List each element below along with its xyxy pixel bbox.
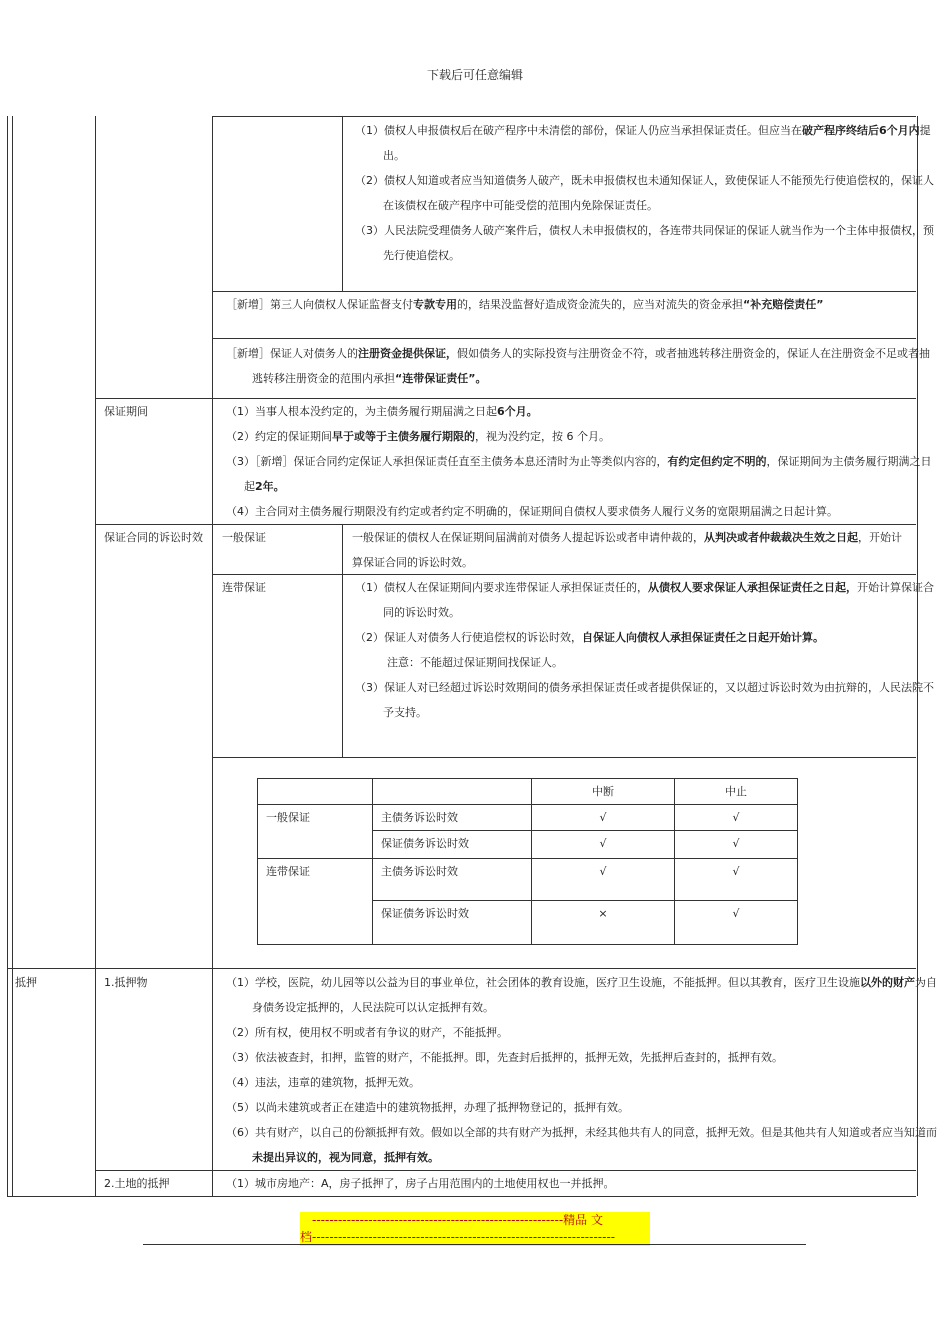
grid-line	[212, 116, 916, 117]
row-guarantee-debt: 保证债务诉讼时效	[373, 901, 532, 945]
cell-value: √	[675, 901, 798, 945]
grid-line	[95, 116, 96, 1196]
joint-note: 注意：不能超过保证期间找保证人。	[387, 656, 563, 669]
period-item-2: （2）约定的保证期间早于或等于主债务履行期限的，视为没约定，按 6 个月。	[226, 430, 610, 443]
grid-line	[342, 116, 343, 291]
cell-value: √	[675, 805, 798, 831]
limitation-comparison-table	[257, 778, 798, 945]
land-item-1: （1）城市房地产：A，房子抵押了，房子占用范围内的土地使用权也一并抵押。	[226, 1177, 615, 1190]
cell-value: √	[675, 831, 798, 859]
grid-line	[7, 968, 916, 969]
mortgage-label: 抵押	[15, 976, 37, 989]
grid-line	[12, 116, 13, 1196]
grid-line	[212, 116, 213, 1196]
mortgage-item-6: （6）共有财产，以自己的份额抵押有效。假如以全部的共有财产为抵押，未经其他共有人的同意，抵押无效。但是其他共有人知道或者应当知道而未提出异议的，视为同意，抵押有效。	[226, 1126, 937, 1164]
period-item-4: （4）主合同对主债务履行期限没有约定或者约定不明确的，保证期间自债权人要求债务人履行义务的宽限期届满之日起计算。	[226, 505, 838, 518]
new-item-special-fund: ［新增］第三人向债权人保证监督支付专款专用的，结果没监督好造成资金流失的，应当对流失的资金承担“补充赔偿责任”	[226, 298, 824, 311]
row-guarantee-debt: 保证债务诉讼时效	[373, 831, 532, 859]
mortgage-item-3: （3）依法被查封，扣押，监管的财产，不能抵押。即，先查封后抵押的，抵押无效，先抵押后查封的，抵押有效。	[226, 1051, 783, 1064]
footer-line-2: 档----------------------------------------------------------------------	[300, 1230, 616, 1244]
grid-line	[7, 1196, 916, 1197]
limitation-label: 保证合同的诉讼时效	[104, 531, 203, 544]
joint-guarantee-label: 连带保证	[222, 581, 266, 594]
grid-line	[212, 757, 916, 758]
joint-item-3: （3）保证人对已经超过诉讼时效期间的债务承担保证责任或者提供保证的，又以超过诉讼时效为由抗辩的，人民法院不予支持。	[355, 681, 934, 719]
table-header-row	[258, 779, 798, 805]
grid-line	[342, 524, 343, 757]
new-item-registered-capital: ［新增］保证人对债务人的注册资金提供保证，假如债务人的实际投资与注册资金不符，或者抽逃转移注册资金的，保证人在注册资金不足或者抽逃转移注册资金的范围内承担“连带保证责任”。	[226, 347, 930, 385]
footer-rule	[143, 1244, 806, 1245]
joint-item-1: （1）债权人在保证期间内要求连带保证人承担保证责任的，从债权人要求保证人承担保证责任之日起，开始计算保证合同的诉讼时效。	[355, 581, 934, 619]
mortgage-sub1-label: 1.抵押物	[104, 976, 148, 989]
footer-watermark	[300, 1212, 650, 1246]
grid-line	[212, 338, 916, 339]
bankruptcy-item-2: （2）债权人知道或者应当知道债务人破产，既未申报债权也未通知保证人，致使保证人不能预先行使追偿权的，保证人在该债权在破产程序中可能受偿的范围内免除保证责任。	[355, 174, 934, 212]
period-item-1: （1）当事人根本没约定的，为主债务履行期届满之日起6个月。	[226, 405, 538, 418]
row-main-debt: 主债务诉讼时效	[373, 805, 532, 831]
joint-item-2: （2）保证人对债务人行使追偿权的诉讼时效，自保证人向债权人承担保证责任之日起开始计算。	[355, 631, 824, 644]
general-guarantee-text: 一般保证的债权人在保证期间届满前对债务人提起诉讼或者申请仲裁的，从判决或者仲裁裁决生效之日起，开始计算保证合同的诉讼时效。	[352, 531, 902, 569]
bankruptcy-item-1: （1）债权人申报债权后在破产程序中未清偿的部份，保证人仍应当承担保证责任。但应当在破产程序终结后6个月内提出。	[355, 124, 931, 162]
col-interrupt: 中断	[532, 779, 675, 805]
table-row	[258, 859, 798, 901]
period-item-3: （3）［新增］保证合同约定保证人承担保证责任直至主债务本息还清时为止等类似内容的，有约定但约定不明的，保证期间为主债务履行期满之日起2年。	[226, 455, 932, 493]
cell-value: ×	[532, 901, 675, 945]
general-guarantee-label: 一般保证	[222, 531, 266, 544]
table-cell	[373, 779, 532, 805]
footer-line-1: ----------------------------------------------------------精品 文	[312, 1213, 603, 1227]
mortgage-sub2-label: 2.土地的抵押	[104, 1177, 170, 1190]
page-header: 下载后可任意编辑	[426, 68, 523, 82]
mortgage-item-4: （4）违法，违章的建筑物，抵押无效。	[226, 1076, 420, 1089]
period-label: 保证期间	[104, 405, 148, 418]
col-suspend: 中止	[675, 779, 798, 805]
mortgage-item-1: （1）学校，医院，幼儿园等以公益为目的事业单位，社会团体的教育设施，医疗卫生设施，不能抵押。但以其教育，医疗卫生设施以外的财产为自身债务设定抵押的，人民法院可以认定抵押有效。	[226, 976, 937, 1014]
cell-value: √	[532, 859, 675, 901]
cell-value: √	[532, 805, 675, 831]
row-main-debt: 主债务诉讼时效	[373, 859, 532, 901]
row-general-label: 一般保证	[258, 805, 373, 859]
mortgage-item-2: （2）所有权，使用权不明或者有争议的财产，不能抵押。	[226, 1026, 508, 1039]
cell-value: √	[675, 859, 798, 901]
cell-value: √	[532, 831, 675, 859]
mortgage-item-5: （5）以尚未建筑或者正在建造中的建筑物抵押，办理了抵押物登记的，抵押有效。	[226, 1101, 629, 1114]
row-joint-label: 连带保证	[258, 859, 373, 945]
table-row	[258, 805, 798, 831]
bankruptcy-item-3: （3）人民法院受理债务人破产案件后，债权人未申报债权的，各连带共同保证的保证人就当作为一个主体申报债权，预先行使追偿权。	[355, 224, 934, 262]
table-cell	[258, 779, 373, 805]
